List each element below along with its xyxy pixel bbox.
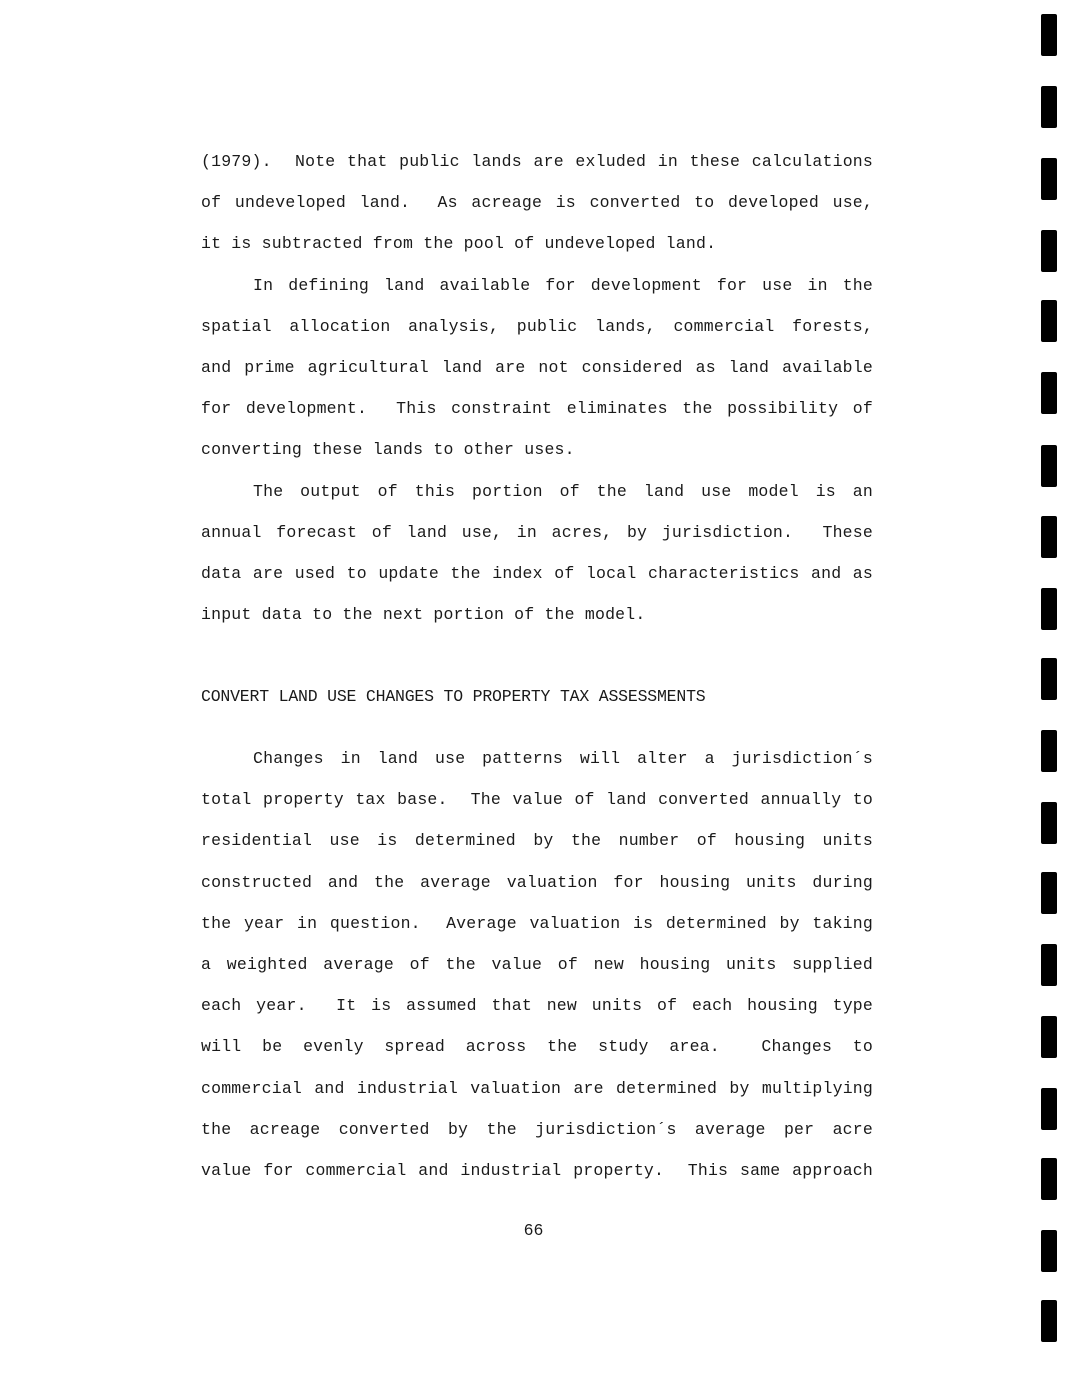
body-text-bottom <box>201 743 873 1196</box>
text-line: the acreage converted by the jurisdiction´s average per acre <box>201 1119 873 1139</box>
binding-mark <box>1041 802 1057 844</box>
text-line: and prime agricultural land are not considered as land available <box>201 357 873 377</box>
text-line: annual forecast of land use, in acres, by jurisdiction. These <box>201 522 873 542</box>
page-number: 66 <box>523 1221 544 1240</box>
binding-mark <box>1041 944 1057 986</box>
paragraph-continued <box>201 146 873 270</box>
text-line: converting these lands to other uses. <box>201 440 575 460</box>
text-line: will be evenly spread across the study area. Changes to <box>201 1037 873 1057</box>
text-line: value for commercial and industrial property. This same approach <box>201 1160 873 1180</box>
text-line: The output of this portion of the land use model is an <box>253 481 873 501</box>
text-line: each year. It is assumed that new units of each housing type <box>201 996 873 1016</box>
binding-mark <box>1041 872 1057 914</box>
binding-mark <box>1041 1300 1057 1342</box>
binding-mark <box>1041 658 1057 700</box>
text-line: In defining land available for development for use in the <box>253 275 873 295</box>
body-text-top <box>201 146 873 640</box>
binding-mark <box>1041 516 1057 558</box>
binding-mark <box>1041 1088 1057 1130</box>
binding-mark <box>1041 445 1057 487</box>
section-heading: CONVERT LAND USE CHANGES TO PROPERTY TAX ASSESSMENTS <box>201 687 706 706</box>
binding-mark <box>1041 1158 1057 1200</box>
text-line: input data to the next portion of the model. <box>201 605 646 625</box>
binding-mark <box>1041 14 1057 56</box>
paragraph-land-available <box>201 270 873 476</box>
text-line: Changes in land use patterns will alter a jurisdiction´s <box>253 749 873 768</box>
paragraph-tax-base <box>201 743 873 1196</box>
text-line: data are used to update the index of local characteristics and as <box>201 563 873 583</box>
binding-mark <box>1041 1230 1057 1272</box>
text-line: of undeveloped land. As acreage is converted to developed use, <box>201 193 873 213</box>
text-line: residential use is determined by the number of housing units <box>201 831 873 851</box>
text-line: commercial and industrial valuation are determined by multiplying <box>201 1078 873 1098</box>
text-line: the year in question. Average valuation is determined by taking <box>201 913 873 933</box>
text-line: (1979). Note that public lands are exluded in these calculations <box>201 152 873 171</box>
binding-mark <box>1041 158 1057 200</box>
binding-mark <box>1041 86 1057 128</box>
binding-mark <box>1041 372 1057 414</box>
text-line: constructed and the average valuation for housing units during <box>201 872 873 892</box>
text-line: it is subtracted from the pool of undeveloped land. <box>201 234 717 254</box>
binding-mark <box>1041 230 1057 272</box>
text-line: a weighted average of the value of new housing units supplied <box>201 954 873 974</box>
text-line: total property tax base. The value of land converted annually to <box>201 790 873 810</box>
binding-mark <box>1041 1016 1057 1058</box>
binding-mark <box>1041 300 1057 342</box>
paragraph-model-output <box>201 476 873 641</box>
binding-mark <box>1041 588 1057 630</box>
text-line: for development. This constraint eliminates the possibility of <box>201 399 873 419</box>
text-line: spatial allocation analysis, public lands, commercial forests, <box>201 316 873 336</box>
binding-mark <box>1041 730 1057 772</box>
